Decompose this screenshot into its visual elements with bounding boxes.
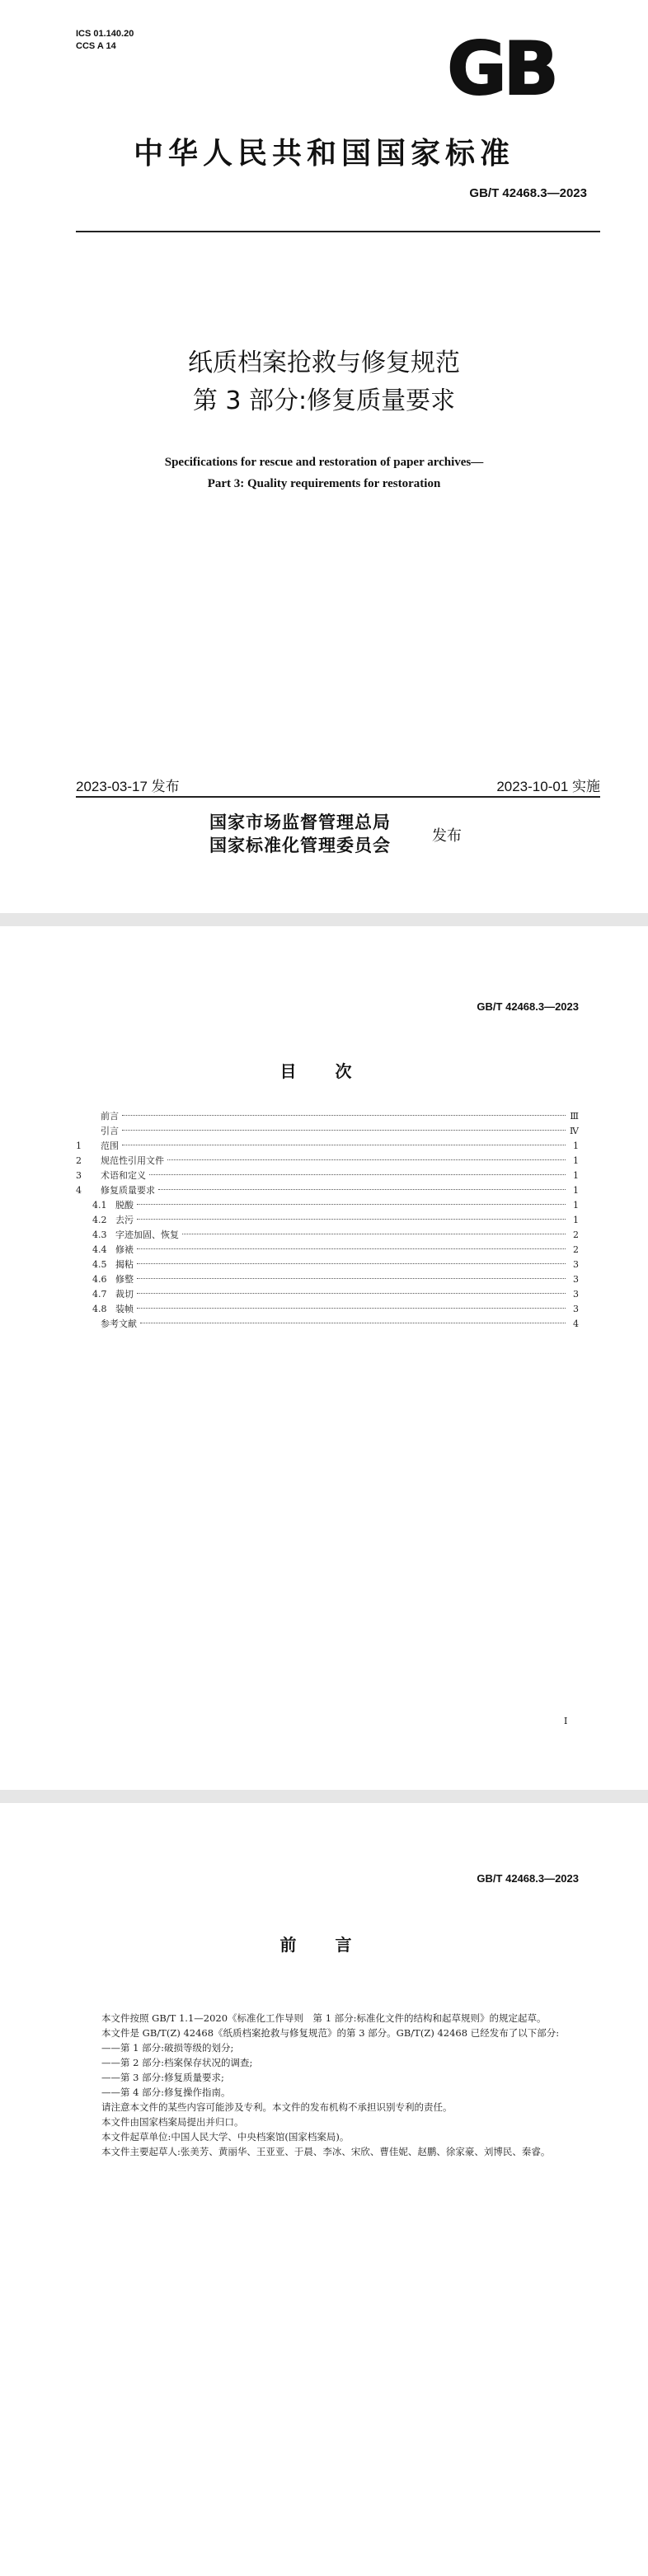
toc-entry[interactable]: 参考文献 4 [101, 1318, 579, 1329]
toc-entry[interactable]: 4.6 修整 3 [92, 1274, 579, 1285]
foreword-list-item: ——第 1 部分:破损等级的划分; [101, 2042, 234, 2054]
implement-date: 2023-10-01 实施 [496, 779, 600, 794]
toc-entry[interactable]: 3 术语和定义 1 [76, 1170, 579, 1181]
toc-list [76, 1109, 579, 1332]
toc-entry[interactable]: 4.4 修裱 2 [92, 1244, 579, 1255]
issue-date: 2023-03-17 发布 [76, 779, 180, 794]
toc-entry[interactable]: 4.3 字迹加固、恢复 2 [92, 1229, 579, 1240]
issuer-samr: 国家市场监督管理总局 [209, 812, 391, 832]
classification-codes [76, 28, 134, 53]
gb-logo-icon [439, 33, 564, 104]
cover-page [0, 0, 648, 913]
foreword-body [82, 2011, 577, 2159]
publish-label: 发布 [432, 827, 462, 845]
foreword-list-item: ——第 4 部分:修复操作指南。 [101, 2087, 231, 2098]
gb-logo-text: GB [447, 33, 556, 104]
running-header-code: GB/T 42468.3—2023 [477, 1872, 579, 1885]
toc-page [0, 926, 648, 1790]
top-rule [76, 231, 600, 232]
document-title-line1: 纸质档案抢救与修复规范 [188, 349, 460, 377]
toc-entry[interactable]: 前言 Ⅲ [101, 1111, 579, 1122]
english-title-line2: Part 3: Quality requirements for restoration [207, 477, 441, 490]
foreword-paragraph: 本文件主要起草人:张美芳、黄丽华、王亚亚、于晨、李冰、宋欣、曹佳妮、赵鹏、徐家豪、刘博民、秦睿。 [101, 2146, 551, 2157]
toc-entry[interactable]: 4.7 裁切 3 [92, 1289, 579, 1300]
toc-entry[interactable]: 2 规范性引用文件 1 [76, 1155, 579, 1166]
foreword-paragraph: 请注意本文件的某些内容可能涉及专利。本文件的发布机构不承担识别专利的责任。 [101, 2101, 453, 2113]
toc-entry[interactable]: 4.5 揭粘 3 [92, 1259, 579, 1270]
toc-entry[interactable]: 4 修复质量要求 1 [76, 1185, 579, 1196]
toc-entry[interactable]: 引言 Ⅳ [101, 1126, 579, 1136]
toc-entry[interactable]: 4.8 装帧 3 [92, 1304, 579, 1314]
ics-code: ICS 01.140.20 [76, 29, 134, 39]
toc-entry[interactable]: 4.2 去污 1 [92, 1215, 579, 1225]
bottom-rule [76, 796, 600, 798]
foreword-list-item: ——第 2 部分:档案保存状况的调查; [101, 2057, 253, 2068]
document-title-line2: 第 3 部分:修复质量要求 [192, 386, 456, 415]
toc-title: 目 次 [279, 1061, 369, 1081]
foreword-paragraph: 本文件由国家档案局提出并归口。 [101, 2116, 244, 2128]
standard-title: 中华人民共和国国家标准 [133, 137, 514, 171]
standard-code: GB/T 42468.3—2023 [469, 186, 587, 200]
foreword-paragraph: 本文件按照 GB/T 1.1—2020《标准化工作导则 第 1 部分:标准化文件的结构和起草规则》的规定起草。 [101, 2012, 547, 2024]
foreword-title: 前 言 [279, 1935, 369, 1955]
foreword-page [0, 1803, 648, 2576]
page-number: Ⅰ [564, 1716, 568, 1726]
toc-entry[interactable]: 1 范围 1 [76, 1140, 579, 1151]
foreword-list-item: ——第 3 部分:修复质量要求; [101, 2072, 224, 2083]
foreword-paragraph: 本文件是 GB/T(Z) 42468《纸质档案抢救与修复规范》的第 3 部分。GB/T(Z) 42468 已经发布了以下部分: [101, 2027, 560, 2039]
foreword-paragraph: 本文件起草单位:中国人民大学、中央档案馆(国家档案局)。 [101, 2131, 350, 2143]
toc-entry[interactable]: 4.1 脱酸 1 [92, 1200, 579, 1211]
ccs-code: CCS A 14 [76, 41, 116, 51]
running-header-code: GB/T 42468.3—2023 [477, 1000, 579, 1013]
issuer-sac: 国家标准化管理委员会 [209, 835, 391, 855]
english-title-line1: Specifications for rescue and restoration of paper archives— [164, 456, 484, 469]
